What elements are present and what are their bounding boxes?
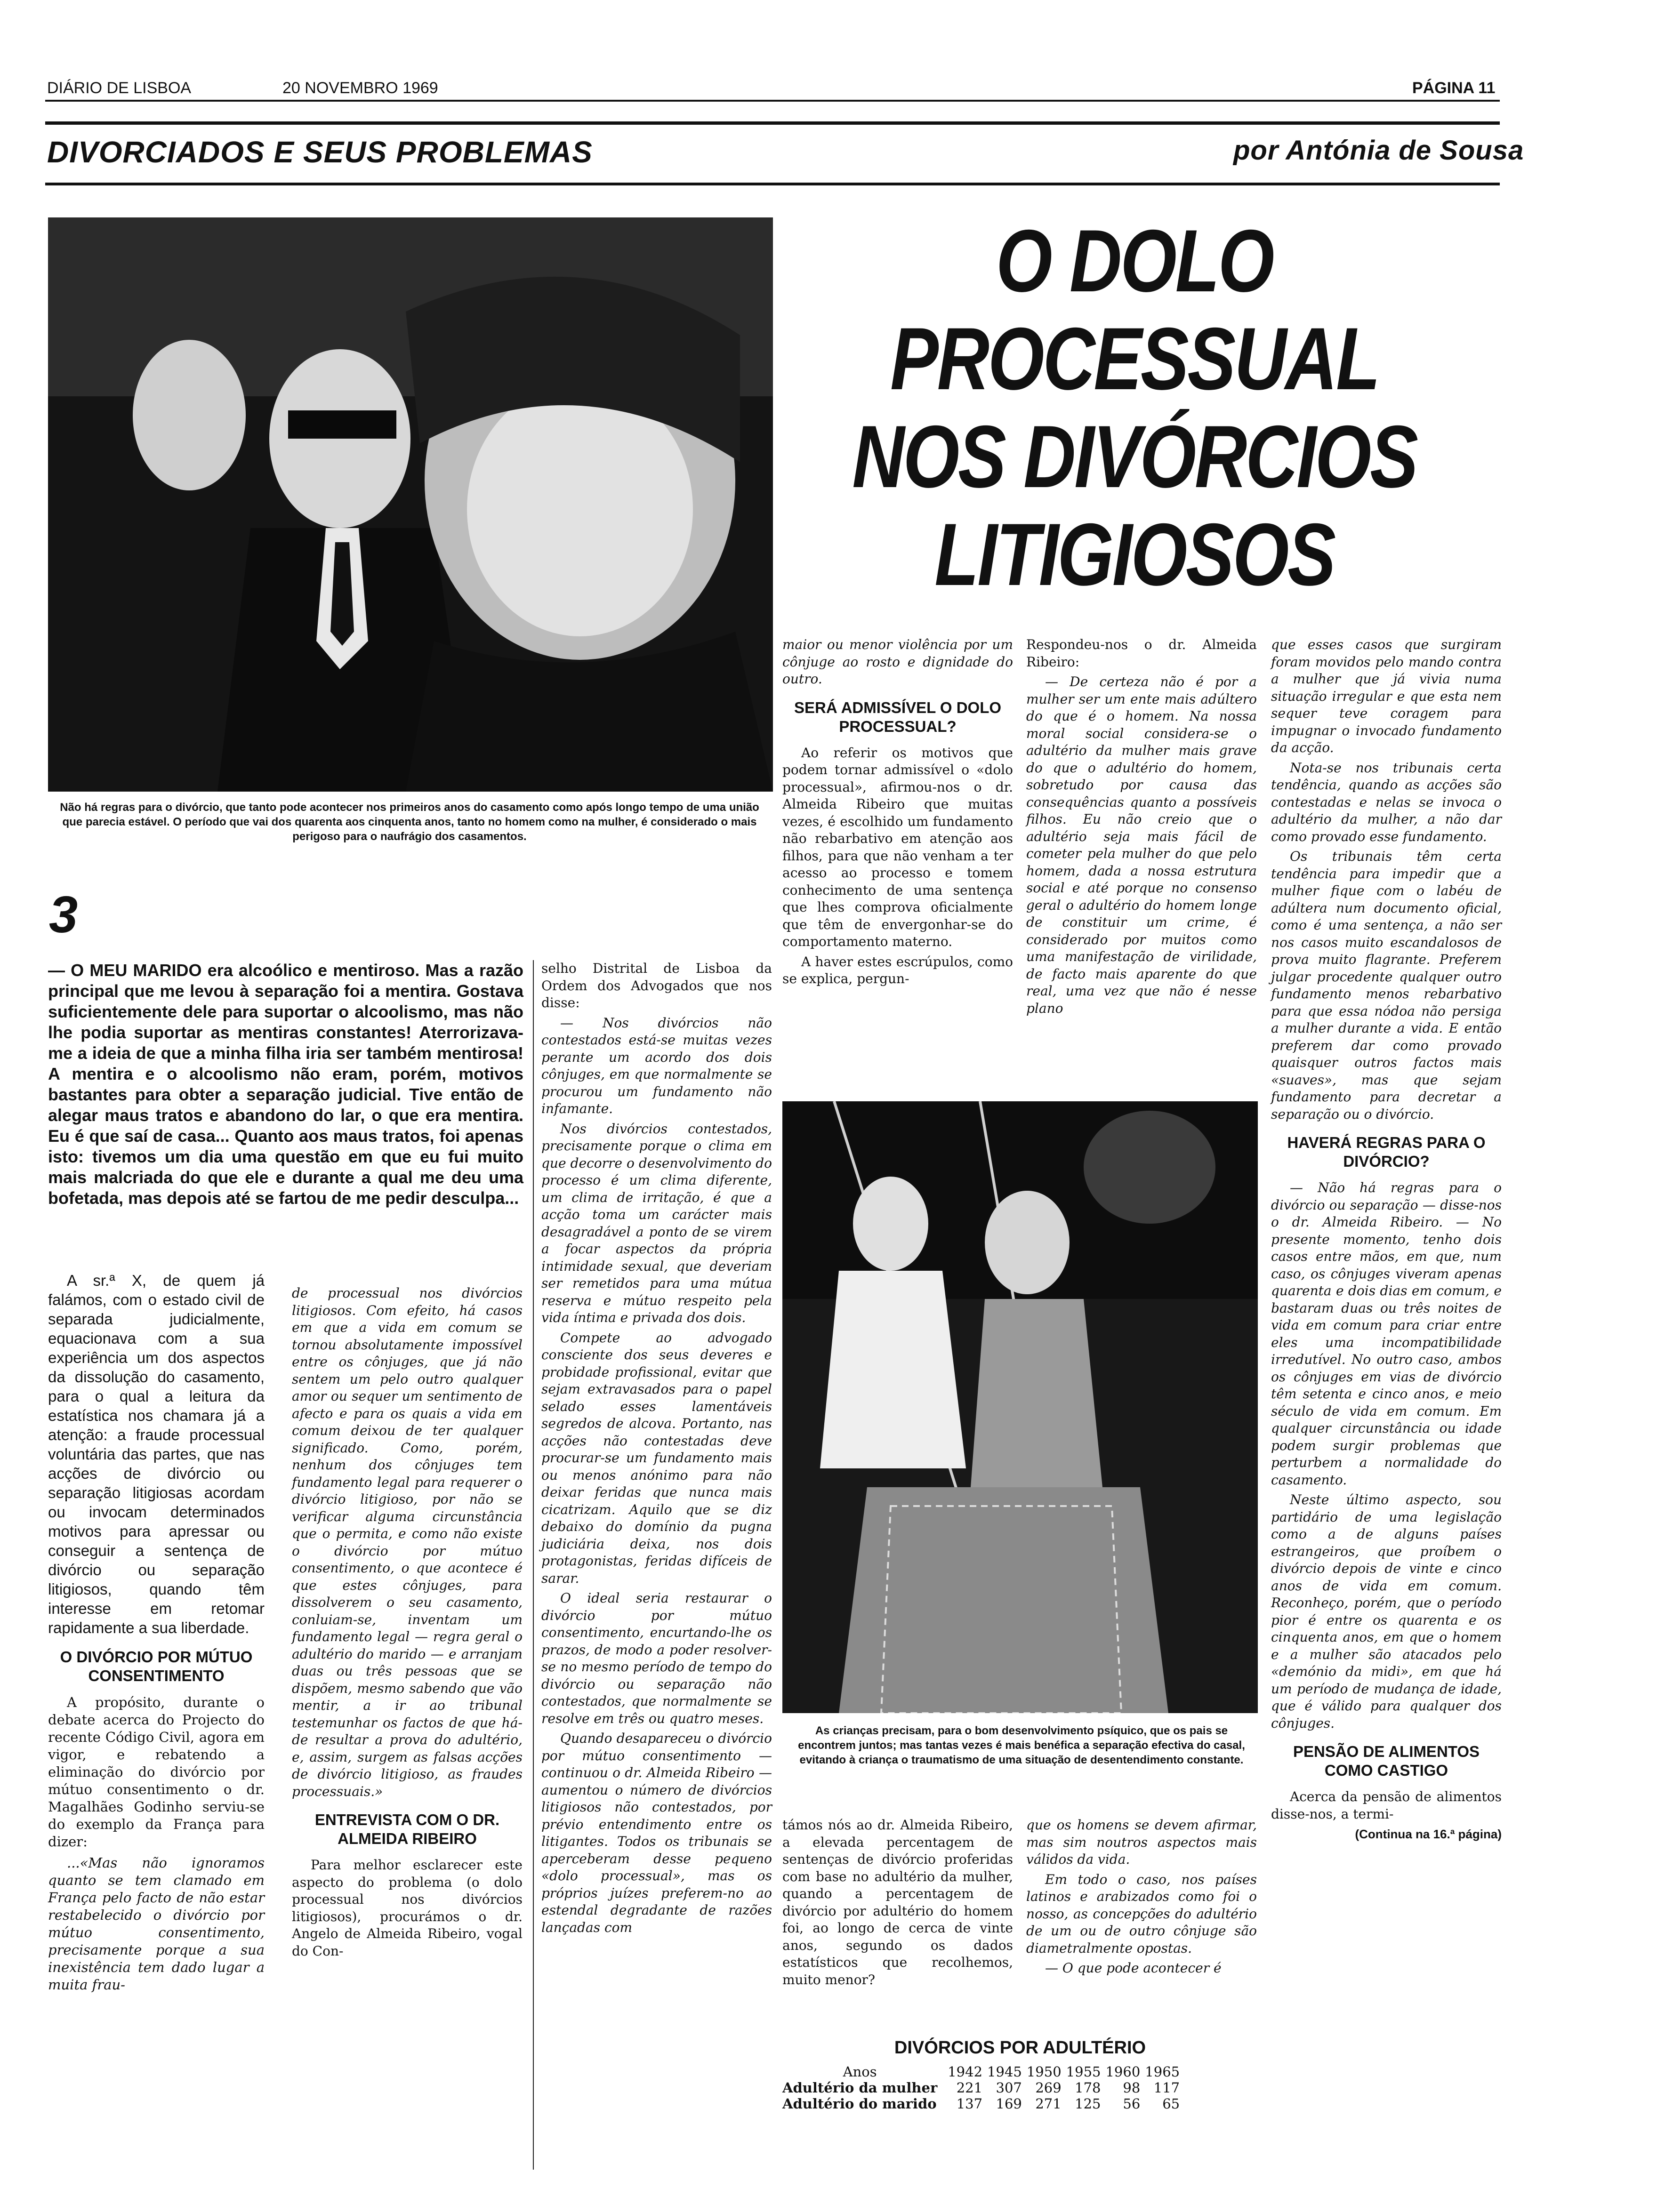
column-5 [1026,636,1257,1020]
row-label: Adultério da mulher [782,2080,938,2096]
col2-para-1: de processual nos divórcios litigiosos. Com efeito, há casos em que a vida em comum se tornou absolutamente impossível entre os cônjuges, que já não sentem um pelo outro qualquer amor ou sequer um sentimento de afecto e para os quais a vida em comum deixou de ter qualquer significado. Como, porém, nenhum dos cônjuges tem fundamento legal para requerer o divórcio litigioso, por não se verificar alguma circunstância que o permita, e como não existe o divórcio por mútuo consentimento, o que acontece é que estes cônjuges, para dissolverem o seu casamento, conluiam-se, inventam um fundamento legal — regra geral o adultério do marido — e arranjam duas ou três pessoas que se dispõem, mesmo sabendo que vão mentir, a ir ao tribunal testemunhar os factos de que há-de resultar a prova do adultério, e, assim, surgem as falsas acções de divórcio litigioso, as fraudes processuais.» [292,1285,523,1799]
col6-para-5: Neste último aspecto, sou partidário de uma legislação como a de alguns países estrangeiros, que proíbem o divórcio depois de vinte e cinco anos de vida em comum. Reconheço, porém, que o período pior é entre os quarenta e os cinquenta anos, em que o homem e a mulher são atacados pelo «demónio da midi», em que há um período de mudança de idade, que é válido para qualquer dos cônjuges. [1271,1492,1502,1731]
col4-para-3: A haver estes escrúpulos, como se explica, pergun- [782,954,1013,986]
children-photo [782,1101,1258,1713]
bottom-right-para-2: Em todo o caso, nos países latinos e arabizados como foi o nosso, as concepções do adultério de um ou de outro cônjuge são diametralmente opostas. [1026,1871,1257,1956]
col6-para-2: Nota-se nos tribunais certa tendência, quando as acções são contestadas e nelas se invoca o adultério da mulher, a não dar como provado esse fundamento. [1271,760,1502,844]
issue-date: 20 NOVEMBRO 1969 [282,79,438,97]
children-photo-image [782,1101,1258,1713]
col4-para-2: Ao referir os motivos que podem tornar admissível o «dolo processual», afirmou-nos o dr. Almeida Ribeiro que muitas vezes, é escolhido um fundamento não rebarbativo em atenção aos filhos, para que não venham a ter acesso ao processo e tomem conhecimento de uma sentença que lhes comprova oficialmente que têm de envergonhar-se do comportamento materno. [782,745,1013,949]
col3-para-5: O ideal seria restaurar o divórcio por mútuo consentimento, encurtando-lhe os prazos, de modo a poder resolver-se no mesmo período de tempo do divórcio ou separação não contestados, que normalmente se resolve em três ou quatro meses. [541,1590,772,1726]
year-cell: 1955 [1066,2064,1101,2080]
headline [772,212,1497,603]
col2-para-2: Para melhor esclarecer este aspecto do problema (o dolo processual nos divórcios litigiosos), procurámos o dr. Angelo de Almeida Ribeiro, vogal do Con- [292,1857,523,1959]
col1-para-1: A sr.ª X, de quem já falámos, com o estado civil de separada judicialmente, equacionava com a sua experiência um dos aspectos da dissolução do casamento, para o qual a leitura da estatística nos chamara já a atenção: a fraude processual voluntária das partes, que nas acções de divórcio ou separação litigiosas acordam ou invocam determinados motivos para apressar ou conseguir a sentença de divórcio ou separação litigiosos, quando têm interesse em retomar rapidamente a sua liberdade. [48,1272,265,1636]
year-cell: 1965 [1145,2064,1180,2080]
statistics-title: DIVÓRCIOS POR ADULTÉRIO [894,2038,1146,2058]
subhead-regras: HAVERÁ REGRAS PARA O DIVÓRCIO? [1287,1134,1486,1170]
lead-photo-image [48,217,773,792]
col6-para-6: Acerca da pensão de alimentos disse-nos, a termi- [1271,1789,1502,1822]
col6-para-4: — Não há regras para o divórcio ou separação — disse-nos o dr. Almeida Ribeiro. — No presente momento, tenho dois casos entre mãos, em que, num caso, os cônjuges viveram apenas quarenta e dois dias em comum, e bastaram duas ou três noites de vida em comum para criar entre eles uma incompatibilidade irredutível. No outro caso, ambos os cônjuges em vias de divórcio têm setenta e cinco anos, e meio século de vida em comum. Em qualquer circunstância ou idade podem surgir problemas que perturbem a normalidade do casamento. [1271,1180,1502,1488]
continued-note: (Continua na 16.ª página) [1355,1827,1502,1841]
year-cell: 1945 [987,2064,1022,2080]
subhead-admissivel: SERÁ ADMISSÍVEL O DOLO PROCESSUAL? [794,698,1002,735]
col3-para-3: Nos divórcios contestados, precisamente porque o clima em que decorre o desenvolvimento do processo é um clima diferente, um clima de irritação, é que a acção toma um carácter mais desagradável a ponto de se virem a focar aspectos da própria intimidade sexual, que deveriam ser remetidos para uma mútua reserva e mútuo respeito pela vida íntima e privada dos dois. [541,1121,772,1325]
year-cell: 1950 [1026,2064,1062,2080]
table-cell: 178 [1075,2080,1101,2096]
bottom-left-para: támos nós ao dr. Almeida Ribeiro, a elevada percentagem de sentenças de divórcio proferidas com base no adultério da mulher, quando a percentagem de divórcio por adultério do homem foi, ao longo de cerca de vinte anos, segundo os dados estatísticos que recolhemos, muito menor? [782,1817,1013,1988]
headline-line-3: NOS DIVÓRCIOS [852,407,1417,506]
table-cell: 271 [1035,2096,1062,2112]
subhead-entrevista: ENTREVISTA COM O DR. ALMEIDA RIBEIRO [314,1811,500,1847]
col5-para-1: Respondeu-nos o dr. Almeida Ribeiro: [1026,637,1257,670]
section-bottom-rule [45,183,1500,185]
table-cell: 169 [996,2096,1022,2112]
headline-line-4: LITIGIOSOS [934,505,1335,604]
masthead-rule [45,100,1500,102]
section-top-rule [45,121,1500,125]
statistics-table [782,2064,1184,2112]
section-title: DIVORCIADOS E SEUS PROBLEMAS [47,135,593,169]
column-4 [782,636,1013,991]
subhead-mutuo-consentimento: O DIVÓRCIO POR MÚTUO CONSENTIMENTO [60,1648,253,1684]
page-number: PÁGINA 11 [1412,79,1496,97]
bottom-right-para-3: — O que pode acontecer é [1045,1960,1222,1976]
col1-para-3: ...«Mas não ignoramos quanto se tem clamado em França pelo facto de não estar restabelecido o divórcio por mútuo consentimento, precisamente porque a sua inexistência tem dado lugar a muita frau- [48,1855,265,1993]
table-cell: 269 [1035,2080,1062,2096]
col5-para-2: — De certeza não é por a mulher ser um ente mais adúltero do que é o homem. Na nossa moral social considera-se o adultério da mulher mais grave do que o adultério do homem, sobretudo por causa das consequências quanto a possíveis filhos. Eu não creio que o adultério seja mais fácil de cometer pela mulher do que pelo homem, dada a nossa estrutura social e até porque no consenso geral o adultério do homem longe de constituir um crime, é considerado por muitos como uma manifestação de virilidade, de facto mais aparente do que real, uma vez que não é nesse plano [1026,674,1257,1016]
table-cell: 137 [956,2096,983,2112]
table-cell: 98 [1123,2080,1141,2096]
column-3 [541,960,772,1939]
year-cell: 1942 [948,2064,983,2080]
column-divider [533,960,534,2170]
children-photo-caption: As crianças precisam, para o bom desenvolvimento psíquico, que os pais se encontrem juntos; mas tantas vezes é mais benéfica a separação efectiva do casal, evitando à criança o traumatismo de uma situação de desentendimento constante. [798,1724,1245,1766]
bottom-right-para-1: que os homens se devem afirmar, mas sim noutros aspectos mais válidos da vida. [1026,1817,1257,1867]
lead-photo-caption: Não há regras para o divórcio, que tanto pode acontecer nos primeiros anos do casamento como após longo tempo de uma união que parecia estável. O período que vai dos quarenta aos cinquenta anos, tanto no homem como na mulher, é considerado o mais perigoso para o naufrágio dos casamentos. [60,801,759,843]
col4-para-1: maior ou menor violência por um cônjuge ao rosto e dignidade do outro. [782,637,1013,687]
row-label: Adultério do marido [782,2096,937,2112]
col6-para-3: Os tribunais têm certa tendência para impedir que a mulher fique com o labéu de adúltera num documento oficial, como é uma sentença, a não ser nos casos muito escandalosos de prova muito flagrante. Preferem julgar procedente qualquer outro fundamento menos rebarbativo para que essa nódoa não persiga a mulher durante a vida. E então preferem dar como provado quaisquer outros factos mais «suaves», mas que sejam fundamento para decretar a separação ou o divórcio. [1271,849,1502,1122]
column-6 [1271,636,1502,1843]
years-label: Anos [843,2064,877,2080]
table-cell: 65 [1162,2096,1180,2112]
col3-para-4: Compete ao advogado consciente dos seus deveres e probidade profissional, evitar que sejam extravasados para o papel selado esses lamentáveis segredos de alcova. Portanto, nas acções não contestadas deve procurar-se um fundamento mais ou menos anónimo para não deixar feridas que nunca mais cicatrizam. Aquilo que se diz debaixo do domínio da pugna judiciária deixa, nos dois protagonistas, feridas difíceis de sarar. [541,1330,772,1586]
col3-para-1: selho Distrital de Lisboa da Ordem dos Advogados que nos disse: [541,961,772,1010]
lead-paragraph: — O MEU MARIDO era alcoólico e mentiroso. Mas a razão principal que me levou à separação foi a mentira. Gostava suficientemente dele para suportar o alcoolismo, mas não lhe podia suportar as mentiras constantes! Aterrorizava-me a ideia de que a minha filha iria ser também mentirosa! A mentira e o alcoolismo não eram, porém, motivos bastantes para obter a separação judicial. Tive então de alegar maus tratos e abandono do lar, o que era mentira. Eu é que saí de casa... Quanto aos maus tratos, foi apenas isto: tivemos um dia uma questão em que eu fui muito mais malcriada do que ele e durante a qual me deu uma bofetada, mas depois até se fartou de me pedir desculpa... [48,961,523,1208]
headline-line-1: O DOLO [996,211,1273,310]
table-cell: 307 [996,2080,1022,2096]
divorce-statistics [782,2038,1258,2112]
lead-photo [48,217,773,792]
table-row [782,2080,1184,2096]
headline-line-2: PROCESSUAL [890,309,1379,408]
statistics-header-row [782,2064,1184,2080]
table-cell: 125 [1075,2096,1101,2112]
column-2 [292,1285,523,1963]
year-cell: 1960 [1105,2064,1141,2080]
subhead-pensao: PENSÃO DE ALIMENTOS COMO CASTIGO [1293,1743,1480,1779]
table-cell: 221 [956,2080,983,2096]
bottom-column-left [782,1817,1013,1991]
newspaper-name: DIÁRIO DE LISBOA [47,79,192,97]
bottom-column-right [1026,1817,1257,1980]
byline: por Antónia de Sousa [1233,135,1524,166]
table-row [782,2096,1184,2112]
col1-para-2: A propósito, durante o debate acerca do Projecto do recente Código Civil, agora em vigor, e rebatendo a eliminação do divórcio por mútuo consentimento o dr. Magalhães Godinho serviu-se do exemplo da França para dizer: [48,1694,265,1850]
table-cell: 56 [1123,2096,1141,2112]
col3-para-6: Quando desapareceu o divórcio por mútuo consentimento — continuou o dr. Almeida Ribeiro — aumentou o número de divórcios litigiosos não contestados, por prévio entendimento entre os litigantes. Todos os tribunais se aperceberam desse pequeno «dolo processual», mas os próprios juízes preferem-no ao estendal degradante de razões lançadas com [541,1731,772,1935]
col3-para-2: — Nos divórcios não contestados está-se muitas vezes perante um acordo dos dois cônjuges, em que normalmente se procurou um fundamento não infamante. [541,1015,772,1116]
table-cell: 117 [1153,2080,1180,2096]
col6-para-1: que esses casos que surgiram foram movidos pelo mando contra a mulher que já vivia numa situação irregular e que esta nem sequer teve coragem para impugnar o invocado fundamento da acção. [1271,637,1502,755]
column-1 [48,1271,265,1997]
article-number: 3 [49,886,78,944]
